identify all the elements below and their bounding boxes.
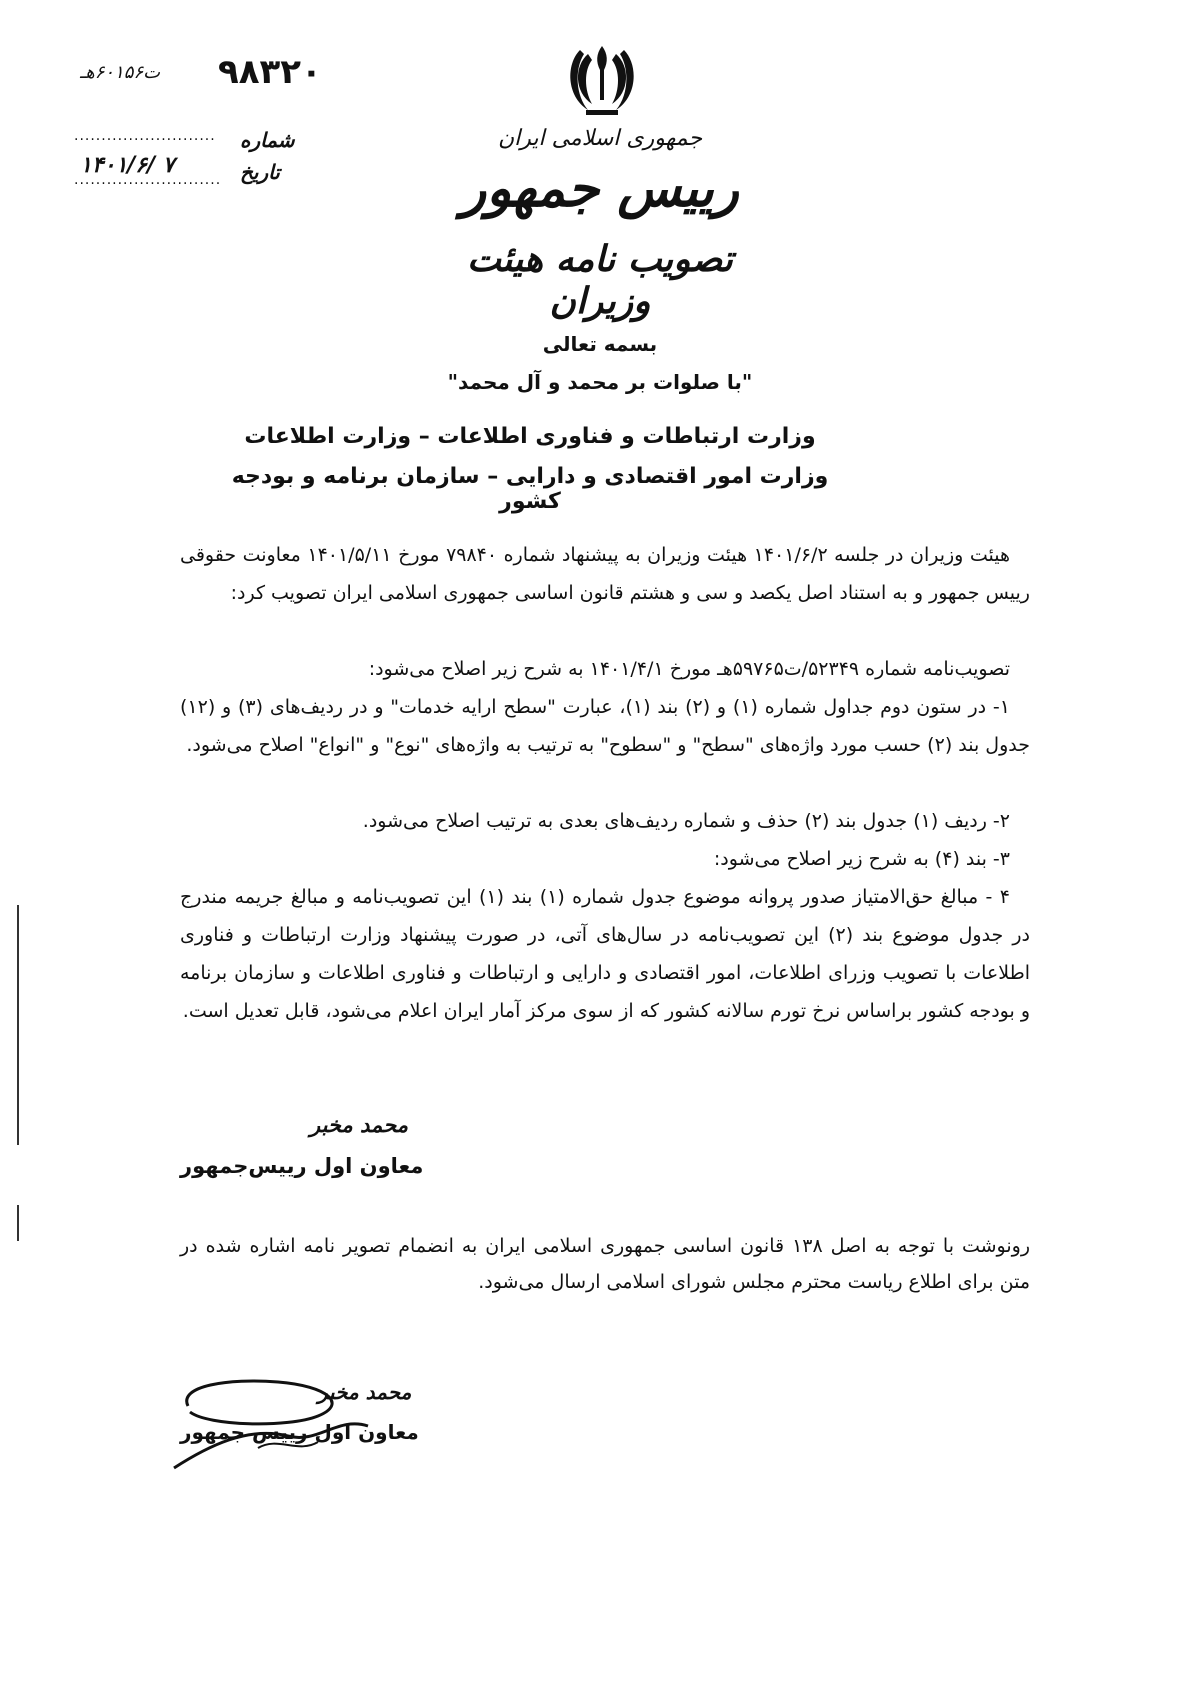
body-paragraph: ۲- ردیف (۱) جدول بند (۲) حذف و شماره ردیف‌های بعدی به ترتیب اصلاح می‌شود. [362,810,1010,832]
body-paragraph: ۴ - مبالغ حق‌الامتیاز صدور پروانه موضوع جدول شماره (۱) بند (۱) این تصویب‌نامه و مبالغ جریمه مندرج در جدول موضوع بند (۲) این تصویب‌نامه در سال‌های آتی، در صورت پیشنهاد وزارت ارتباطات و فناوری اطلاعات با تصویب وزرای اطلاعات، امور اقتصادی و دارایی و ارتباطات و فناوری اطلاعات و سازمان برنامه و بودجه کشور براساس نرخ تورم سالانه کشور که از سوی مرکز آمار ایران اعلام می‌شود، قابل تعدیل است. [180,886,1030,1022]
scan-edge-line [17,905,19,1145]
letter-number: ۹۸۳۲۰ [218,52,322,92]
signer-name-2: محمد مخبر [318,1380,412,1404]
body-paragraph: ۱- در ستون دوم جداول شماره (۱) و (۲) بند (۱)، عبارت "سطح ارایه خدمات" و در ردیف‌های (۳) و (۱۲) جدول بند (۲) حسب مورد واژه‌های "سطح" و "سطوح" به ترتیب به واژه‌های "نوع" و "انواع" اصلاح می‌شود. [180,696,1030,756]
body-paragraph: ۳- بند (۴) به شرح زیر اصلاح می‌شود: [713,848,1010,870]
body-paragraph: تصویب‌نامه شماره ۵۲۳۴۹/ت۵۹۷۶۵هـ مورخ ۱۴۰۱/۴/۱ به شرح زیر اصلاح می‌شود: [368,658,1010,680]
date-dots: ........................... [74,172,222,188]
date-label: تاریخ [240,160,280,184]
signer-title: معاون اول رییس‌جمهور [180,1154,424,1178]
iran-emblem-icon [566,40,638,118]
addressee-line-1: وزارت ارتباطات و فناوری اطلاعات – وزارت اطلاعات [244,424,816,449]
addressee-line-2: وزارت امور اقتصادی و دارایی – سازمان برنامه و بودجه کشور [231,464,829,514]
document-type: تصویب نامه هیئت وزیران [467,238,733,322]
cc-paragraph: رونوشت با توجه به اصل ۱۳۸ قانون اساسی جمهوری اسلامی ایران به انضمام تصویر نامه اشاره شده در متن برای اطلاع ریاست محترم مجلس شورای اسلامی ارسال می‌شود. [180,1235,1031,1293]
signer-title-2: معاون اول رییس جمهور [180,1420,419,1444]
salawat: "با صلوات بر محمد و آل محمد" [447,370,753,394]
bismillah: بسمه تعالی [542,332,658,356]
country-name: جمهوری اسلامی ایران [497,126,703,151]
number-label: شماره [240,128,295,152]
body-paragraph: هیئت وزیران در جلسه ۱۴۰۱/۶/۲ هیئت وزیران به پیشنهاد شماره ۷۹۸۴۰ مورخ ۱۴۰۱/۵/۱۱ معاونت حقوقی رییس جمهور و به استناد اصل یکصد و سی و هشتم قانون اساسی جمهوری اسلامی ایران تصویب کرد: [180,544,1030,604]
date-value: ۱۴۰۱/۶/ ۷ [80,153,175,178]
scan-edge-line [17,1205,19,1241]
letter-code: ت۶۰۱۵۶هـ [80,62,161,83]
signer-name: محمد مخبر [310,1113,409,1137]
office-title: رییس جمهور [461,158,739,219]
number-dots: .......................... [74,128,216,144]
